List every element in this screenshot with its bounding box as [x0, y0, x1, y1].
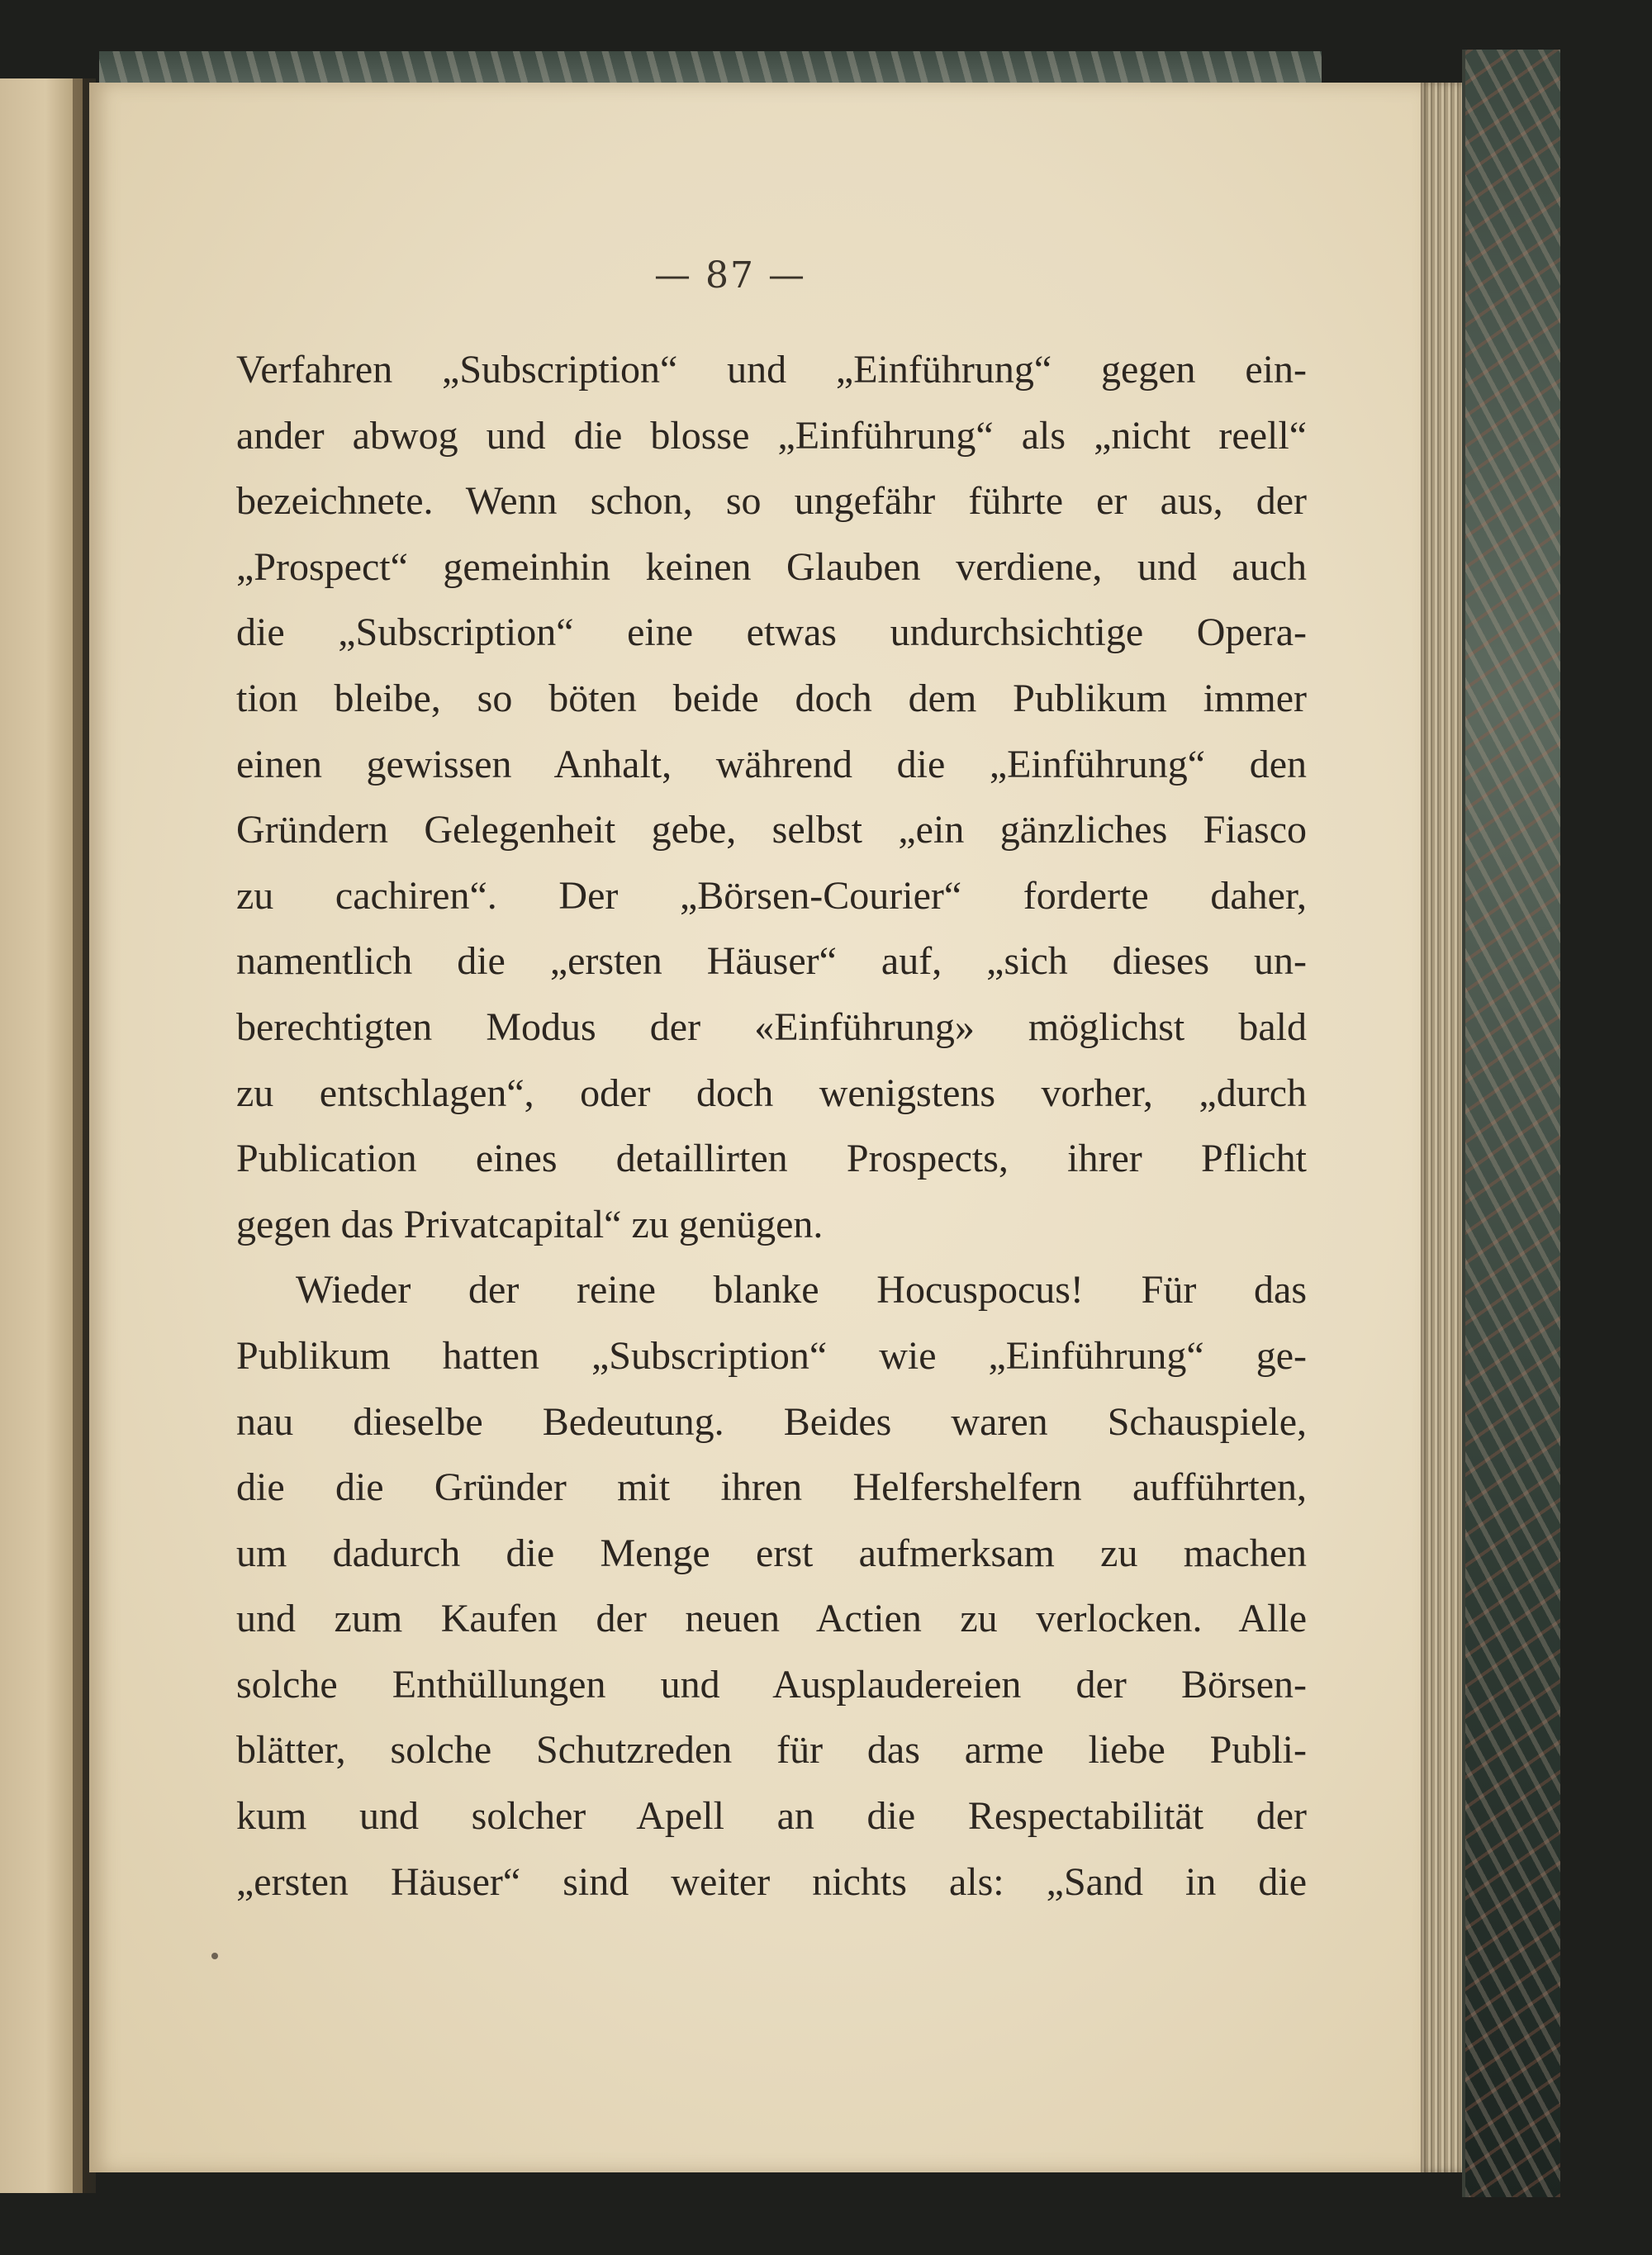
page-number: — 87 — — [654, 254, 806, 297]
text-line: „Prospect“ gemeinhin keinen Glauben verdiene, und auch — [236, 544, 1307, 589]
text-line: Verfahren „Subscription“ und „Einführung“ gegen ein- — [236, 348, 1307, 392]
stacked-page-edges — [1419, 83, 1462, 2172]
text-line: Publication eines detaillirten Prospects, ihrer Pflicht — [236, 1137, 1307, 1181]
text-line: Publikum hatten „Subscription“ wie „Einführung“ ge- — [236, 1333, 1307, 1378]
text-line: und zum Kaufen der neuen Actien zu verlocken. Alle — [236, 1597, 1307, 1641]
previous-page-edge — [0, 78, 83, 2193]
text-line: berechtigten Modus der «Einführung» möglichst bald — [236, 1004, 1307, 1049]
text-line: nau dieselbe Bedeutung. Beides waren Schauspiele, — [236, 1399, 1307, 1444]
text-line: die die Gründer mit ihren Helfershelfern aufführten, — [236, 1465, 1307, 1510]
text-line: kum und solcher Apell an die Respectabilität der — [236, 1794, 1307, 1839]
marbled-cover-top-edge — [99, 51, 1322, 84]
text-line: ander abwog und die blosse „Einführung“ als „nicht reell“ — [236, 413, 1307, 458]
text-line: einen gewissen Anhalt, während die „Einführung“ den — [236, 742, 1307, 786]
marbled-cover-edge — [1462, 50, 1560, 2197]
text-line: solche Enthüllungen und Ausplaudereien der Börsen- — [236, 1662, 1307, 1707]
text-line: „ersten Häuser“ sind weiter nichts als: „Sand in die — [236, 1859, 1307, 1904]
text-line: namentlich die „ersten Häuser“ auf, „sich dieses un- — [236, 939, 1307, 984]
paragraph-last-line: gegen das Privatcapital“ zu genügen. — [236, 1202, 824, 1246]
text-line: die „Subscription“ eine etwas undurchsichtige Opera- — [236, 610, 1307, 655]
paragraph-first-line: Wieder der reine blanke Hocuspocus! Für das — [296, 1268, 1307, 1313]
text-line: Gründern Gelegenheit gebe, selbst „ein gänzliches Fiasco — [236, 808, 1307, 852]
text-line: zu cachiren“. Der „Börsen-Courier“ forderte daher, — [236, 873, 1307, 918]
text-line: blätter, solche Schutzreden für das arme liebe Publi- — [236, 1728, 1307, 1773]
text-line: um dadurch die Menge erst aufmerksam zu machen — [236, 1531, 1307, 1575]
text-line: bezeichnete. Wenn schon, so ungefähr führte er aus, der — [236, 479, 1307, 524]
body-text — [236, 337, 1307, 1915]
ink-speck — [211, 1953, 218, 1959]
text-line: tion bleibe, so böten beide doch dem Publikum immer — [236, 676, 1307, 720]
book-page — [89, 83, 1421, 2172]
text-line: zu entschlagen“, oder doch wenigstens vorher, „durch — [236, 1071, 1307, 1115]
